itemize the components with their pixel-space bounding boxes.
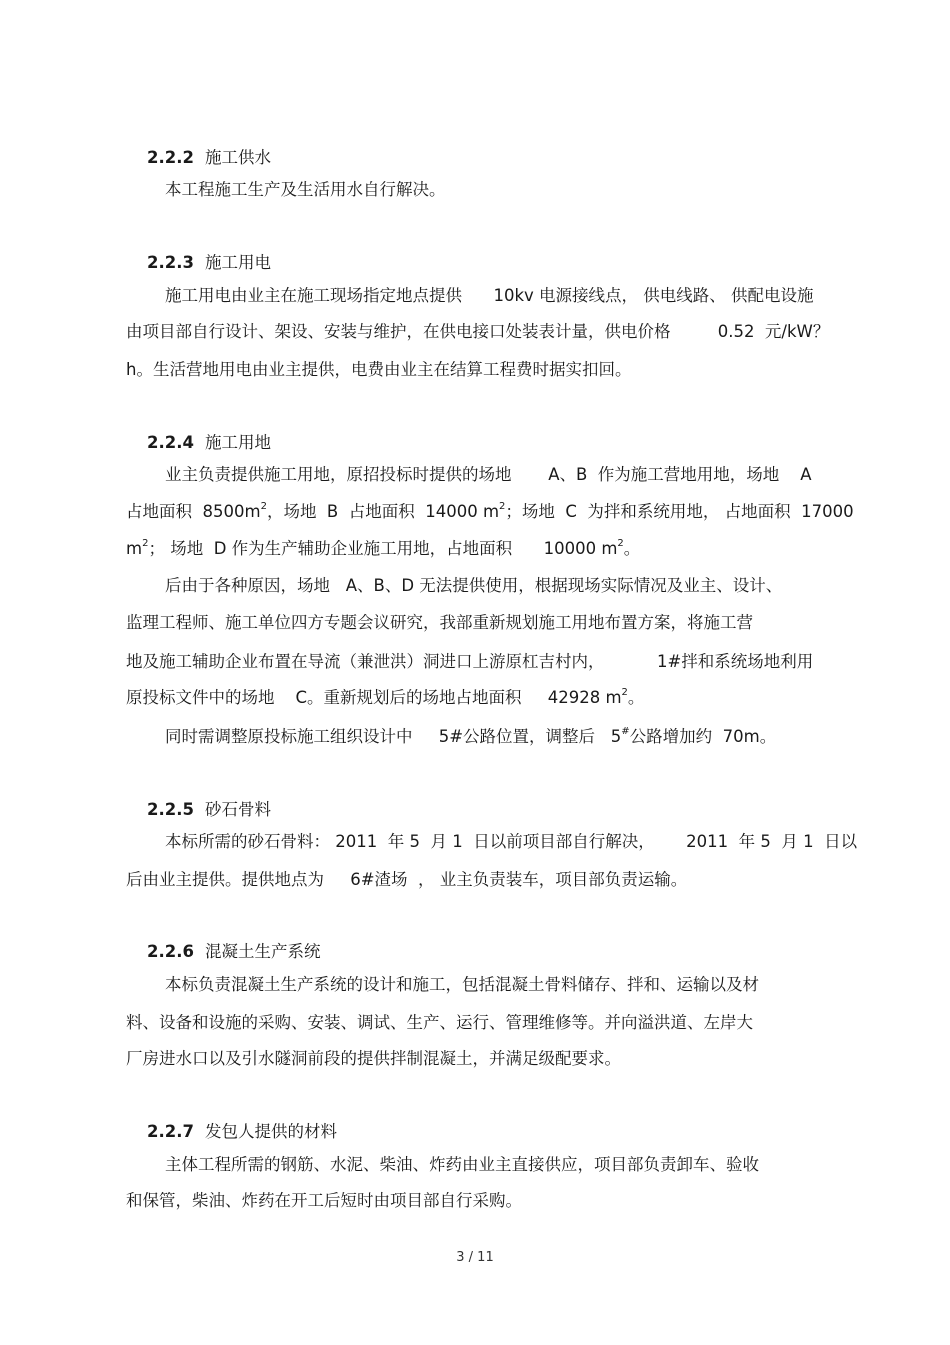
section-number: 2.2.6 (146, 942, 194, 961)
paragraph-line: 主体工程所需的钢筋、水泥、柴油、炸药由业主直接供应，项目部负责卸车、验收 (165, 1155, 759, 1174)
paragraph-line: 由项目部自行设计、架设、安装与维护，在供电接口处装表计量，供电价格 0.52 元/kW？ (126, 322, 830, 341)
paragraph-line: 业主负责提供施工用地，原招投标时提供的场地 A、B 作为施工营地用地，场地 A (165, 465, 812, 484)
paragraph-line: 本标负责混凝土生产系统的设计和施工，包括混凝土骨料储存、拌和、运输以及材 (165, 975, 759, 994)
paragraph-line: 施工用电由业主在施工现场指定地点提供 10kv 电源接线点， 供电线路、 供配电设施 (165, 286, 814, 305)
paragraph-line: 和保管，柴油、炸药在开工后短时由项目部自行采购。 (126, 1191, 522, 1210)
paragraph-line: 地及施工辅助企业布置在导流（兼泄洪）洞进口上游原杠吉村内， 1#拌和系统场地利用 (126, 652, 814, 671)
paragraph-line (126, 539, 640, 561)
section-number: 2.2.3 (146, 253, 194, 272)
section-heading-2-2-4 (126, 413, 271, 452)
text-run: 。 (627, 688, 645, 707)
text-run: 同时需调整原投标施工组织设计中 5#公路位置，调整后 5 (165, 727, 622, 746)
superscript: 2 (142, 538, 149, 549)
paragraph-line: 后由于各种原因，场地 A、B、D 无法提供使用，根据现场实际情况及业主、设计、 (165, 576, 783, 595)
section-heading-2-2-6 (126, 922, 321, 961)
text-run: 。 (623, 539, 641, 558)
paragraph-line: 料、设备和设施的采购、安装、调试、生产、运行、管理维修等。并向溢洪道、左岸大 (126, 1013, 753, 1032)
paragraph-line: h。生活营地用电由业主提供，电费由业主在结算工程费时据实扣回。 (126, 360, 632, 379)
superscript: 2 (617, 538, 624, 549)
section-title: 施工供水 (204, 148, 271, 167)
paragraph-line: 监理工程师、施工单位四方专题会议研究，我部重新规划施工用地布置方案，将施工营 (126, 613, 753, 632)
section-number: 2.2.4 (146, 433, 194, 452)
section-title: 施工用电 (204, 253, 271, 272)
text-run: ；场地 C 为拌和系统用地， 占地面积 17000 (505, 502, 854, 521)
text-run: 公路增加约 70m。 (629, 727, 777, 746)
paragraph-line: 本工程施工生产及生活用水自行解决。 (165, 180, 446, 199)
superscript: 2 (260, 501, 267, 512)
section-number: 2.2.7 (146, 1122, 194, 1141)
section-title: 施工用地 (204, 433, 271, 452)
section-heading-2-2-2 (126, 128, 271, 167)
page-number: 3 / 11 (456, 1250, 494, 1265)
section-title: 砂石骨料 (204, 800, 271, 819)
superscript: # (621, 726, 630, 737)
text-run: ； 场地 D 作为生产辅助企业施工用地，占地面积 10000 m (148, 539, 618, 558)
section-title: 发包人提供的材料 (204, 1122, 337, 1141)
text-run: m (126, 539, 143, 558)
section-heading-2-2-3 (126, 233, 271, 272)
section-number: 2.2.5 (146, 800, 194, 819)
text-run: 占地面积 8500m (126, 502, 261, 521)
section-title: 混凝土生产系统 (204, 942, 321, 961)
paragraph-line (126, 688, 644, 710)
paragraph-line (165, 727, 776, 749)
section-heading-2-2-5 (126, 780, 271, 819)
section-heading-2-2-7 (126, 1102, 337, 1141)
paragraph-line: 后由业主提供。提供地点为 6#渣场 ， 业主负责装车，项目部负责运输。 (126, 870, 688, 889)
superscript: 2 (499, 501, 506, 512)
text-run: ，场地 B 占地面积 14000 m (266, 502, 500, 521)
superscript: 2 (621, 687, 628, 698)
paragraph-line: 厂房进水口以及引水隧洞前段的提供拌制混凝土，并满足级配要求。 (126, 1049, 621, 1068)
section-number: 2.2.2 (146, 148, 194, 167)
text-run: 原投标文件中的场地 C。重新规划后的场地占地面积 42928 m (126, 688, 622, 707)
paragraph-line: 本标所需的砂石骨料： 2011 年 5 月 1 日以前项目部自行解决， 2011 年 5 月 1 日以 (165, 832, 858, 851)
paragraph-line (126, 502, 854, 524)
